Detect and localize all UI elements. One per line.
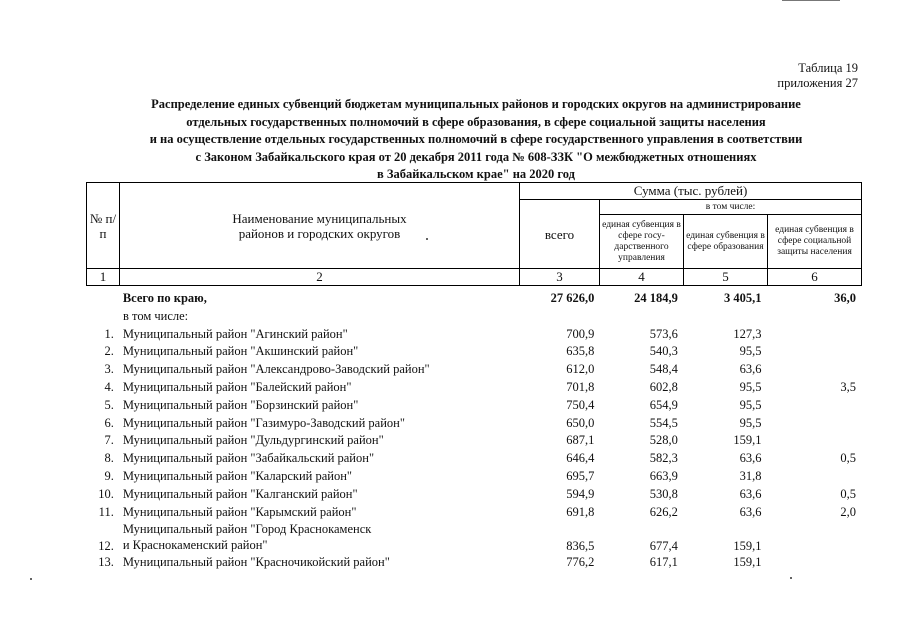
scan-speck <box>790 577 792 579</box>
value-edu: 63,6 <box>739 451 762 466</box>
summary-row <box>86 290 861 308</box>
value-total: 691,8 <box>566 504 595 519</box>
value-edu: 127,3 <box>733 326 762 341</box>
value-social: 3,5 <box>840 379 856 394</box>
row-number: 6. <box>104 415 114 430</box>
value-edu: 95,5 <box>739 344 762 359</box>
summary-sublabel: в том числе: <box>123 308 189 323</box>
table-row <box>86 504 861 522</box>
value-social <box>767 397 861 415</box>
col-number: 2 <box>120 269 520 286</box>
row-number: 11. <box>98 504 114 519</box>
row-number: 12. <box>98 539 114 554</box>
row-number: 8. <box>104 451 114 466</box>
value-gov: 617,1 <box>649 555 678 570</box>
summary-social: 36,0 <box>834 291 856 305</box>
rows-container <box>86 326 861 573</box>
value-gov: 528,0 <box>649 433 678 448</box>
value-total: 687,1 <box>566 433 595 448</box>
value-edu: 159,1 <box>733 539 762 554</box>
header-name: Наименование муниципальных районов и городских округов <box>120 183 520 269</box>
table-row <box>86 432 861 450</box>
district-name: Муниципальный район "Борзинский район" <box>122 397 359 412</box>
value-gov: 663,9 <box>649 468 678 483</box>
top-edge-line <box>782 0 840 1</box>
value-social: 2,0 <box>840 504 856 519</box>
value-social <box>767 554 861 572</box>
value-total: 695,7 <box>566 468 595 483</box>
value-social: 0,5 <box>840 451 856 466</box>
header-edu: единая субвенция в сфере образования <box>684 215 768 269</box>
row-number: 13. <box>98 555 114 570</box>
district-name: Муниципальный район "Карымский район" <box>122 504 357 519</box>
table-row <box>86 486 861 504</box>
district-name: Муниципальный район "Каларский район" <box>122 468 353 483</box>
value-social <box>767 343 861 361</box>
district-name: Муниципальный район "Агинский район" <box>122 326 348 341</box>
value-edu: 159,1 <box>733 555 762 570</box>
table-header <box>86 182 861 286</box>
summary-subrow <box>86 308 861 326</box>
document-title <box>70 96 882 184</box>
summary-total: 27 626,0 <box>550 291 595 305</box>
value-edu: 159,1 <box>733 433 762 448</box>
value-social <box>767 361 861 379</box>
table-row <box>86 450 861 468</box>
value-edu: 95,5 <box>739 397 762 412</box>
value-gov: 530,8 <box>649 486 678 501</box>
value-total: 701,8 <box>566 379 595 394</box>
value-gov: 548,4 <box>649 362 678 377</box>
row-number: 2. <box>104 344 114 359</box>
scan-speck <box>30 578 32 580</box>
value-gov: 677,4 <box>649 539 678 554</box>
value-total: 750,4 <box>566 397 595 412</box>
value-edu: 63,6 <box>739 362 762 377</box>
value-gov: 582,3 <box>649 451 678 466</box>
table-row <box>86 343 861 361</box>
table-row <box>86 521 861 554</box>
row-number: 4. <box>104 379 114 394</box>
value-gov: 602,8 <box>649 379 678 394</box>
table-row <box>86 326 861 344</box>
value-total: 635,8 <box>566 344 595 359</box>
row-number: 9. <box>104 468 114 483</box>
value-total: 612,0 <box>566 362 595 377</box>
value-total: 650,0 <box>566 415 595 430</box>
appendix-label: приложения 27 <box>777 76 858 90</box>
value-gov: 626,2 <box>649 504 678 519</box>
district-name: Муниципальный район "Забайкальский район" <box>122 451 375 466</box>
row-number: 5. <box>104 397 114 412</box>
col-number: 6 <box>768 269 862 286</box>
header-gov: единая субвенция в сфере госу-дарственного управления <box>600 215 684 269</box>
table-row <box>86 379 861 397</box>
district-name-line: Муниципальный район "Город Краснокаменск <box>122 522 372 537</box>
district-name: Муниципальный район "Калганский район" <box>122 486 358 501</box>
scan-speck <box>426 238 428 240</box>
value-edu: 95,5 <box>739 415 762 430</box>
value-social <box>767 468 861 486</box>
table-row <box>86 361 861 379</box>
col-number: 3 <box>520 269 600 286</box>
value-social <box>767 415 861 433</box>
value-edu: 95,5 <box>739 379 762 394</box>
value-gov: 654,9 <box>649 397 678 412</box>
row-number: 3. <box>104 362 114 377</box>
title-line: в Забайкальском крае" на 2020 год <box>377 167 575 181</box>
value-edu: 63,6 <box>739 504 762 519</box>
header-num: № п/п <box>87 183 120 269</box>
district-name: Муниципальный район "Дульдургинский район" <box>122 433 384 448</box>
value-total: 700,9 <box>566 326 595 341</box>
summary-edu: 3 405,1 <box>723 291 762 305</box>
district-name: Муниципальный район "Красночикойский район" <box>122 555 390 570</box>
header-including: в том числе: <box>600 200 862 215</box>
district-name: Муниципальный район "Акшинский район" <box>122 344 359 359</box>
title-line: Распределение единых субвенций бюджетам муниципальных районов и городских округов на администрирование <box>151 97 801 111</box>
header-sum: Сумма (тыс. рублей) <box>520 183 862 200</box>
row-number: 1. <box>104 326 114 341</box>
value-total: 646,4 <box>566 451 595 466</box>
title-line: и на осуществление отдельных государственных полномочий в сфере государственного управления в соответствии <box>149 132 803 146</box>
district-name: Муниципальный район "Газимуро-Заводский район" <box>122 415 405 430</box>
col-number: 1 <box>87 269 120 286</box>
table-number: Таблица 19 <box>798 61 858 75</box>
value-social <box>767 326 861 344</box>
value-social: 0,5 <box>840 486 856 501</box>
header-total: всего <box>520 200 600 269</box>
value-total: 836,5 <box>566 539 595 554</box>
header-social: единая субвенция в сфере социальной защиты населения <box>768 215 862 269</box>
row-number: 10. <box>98 486 114 501</box>
table-body <box>86 290 861 572</box>
value-total: 594,9 <box>566 486 595 501</box>
summary-gov: 24 184,9 <box>634 291 678 305</box>
table-row <box>86 397 861 415</box>
value-edu: 63,6 <box>739 486 762 501</box>
title-line: отдельных государственных полномочий в сфере образования, в сфере социальной защиты населения <box>186 114 766 129</box>
value-social <box>767 432 861 450</box>
col-number: 4 <box>600 269 684 286</box>
district-name-line: и Краснокаменский район" <box>122 538 268 553</box>
value-gov: 554,5 <box>649 415 678 430</box>
table-row <box>86 415 861 433</box>
col-number: 5 <box>684 269 768 286</box>
row-number: 7. <box>104 433 114 448</box>
table-row <box>86 554 861 572</box>
value-gov: 540,3 <box>649 344 678 359</box>
district-name <box>119 521 521 554</box>
value-edu: 31,8 <box>739 468 762 483</box>
value-gov: 573,6 <box>649 326 678 341</box>
district-name: Муниципальный район "Балейский район" <box>122 379 352 394</box>
summary-label: Всего по краю, <box>122 291 207 305</box>
district-name: Муниципальный район "Александрово-Заводский район" <box>122 362 430 377</box>
table-row <box>86 468 861 486</box>
value-total: 776,2 <box>566 555 595 570</box>
title-line: с Законом Забайкальского края от 20 декабря 2011 года № 608-ЗЗК "О межбюджетных отношениях <box>195 149 757 164</box>
